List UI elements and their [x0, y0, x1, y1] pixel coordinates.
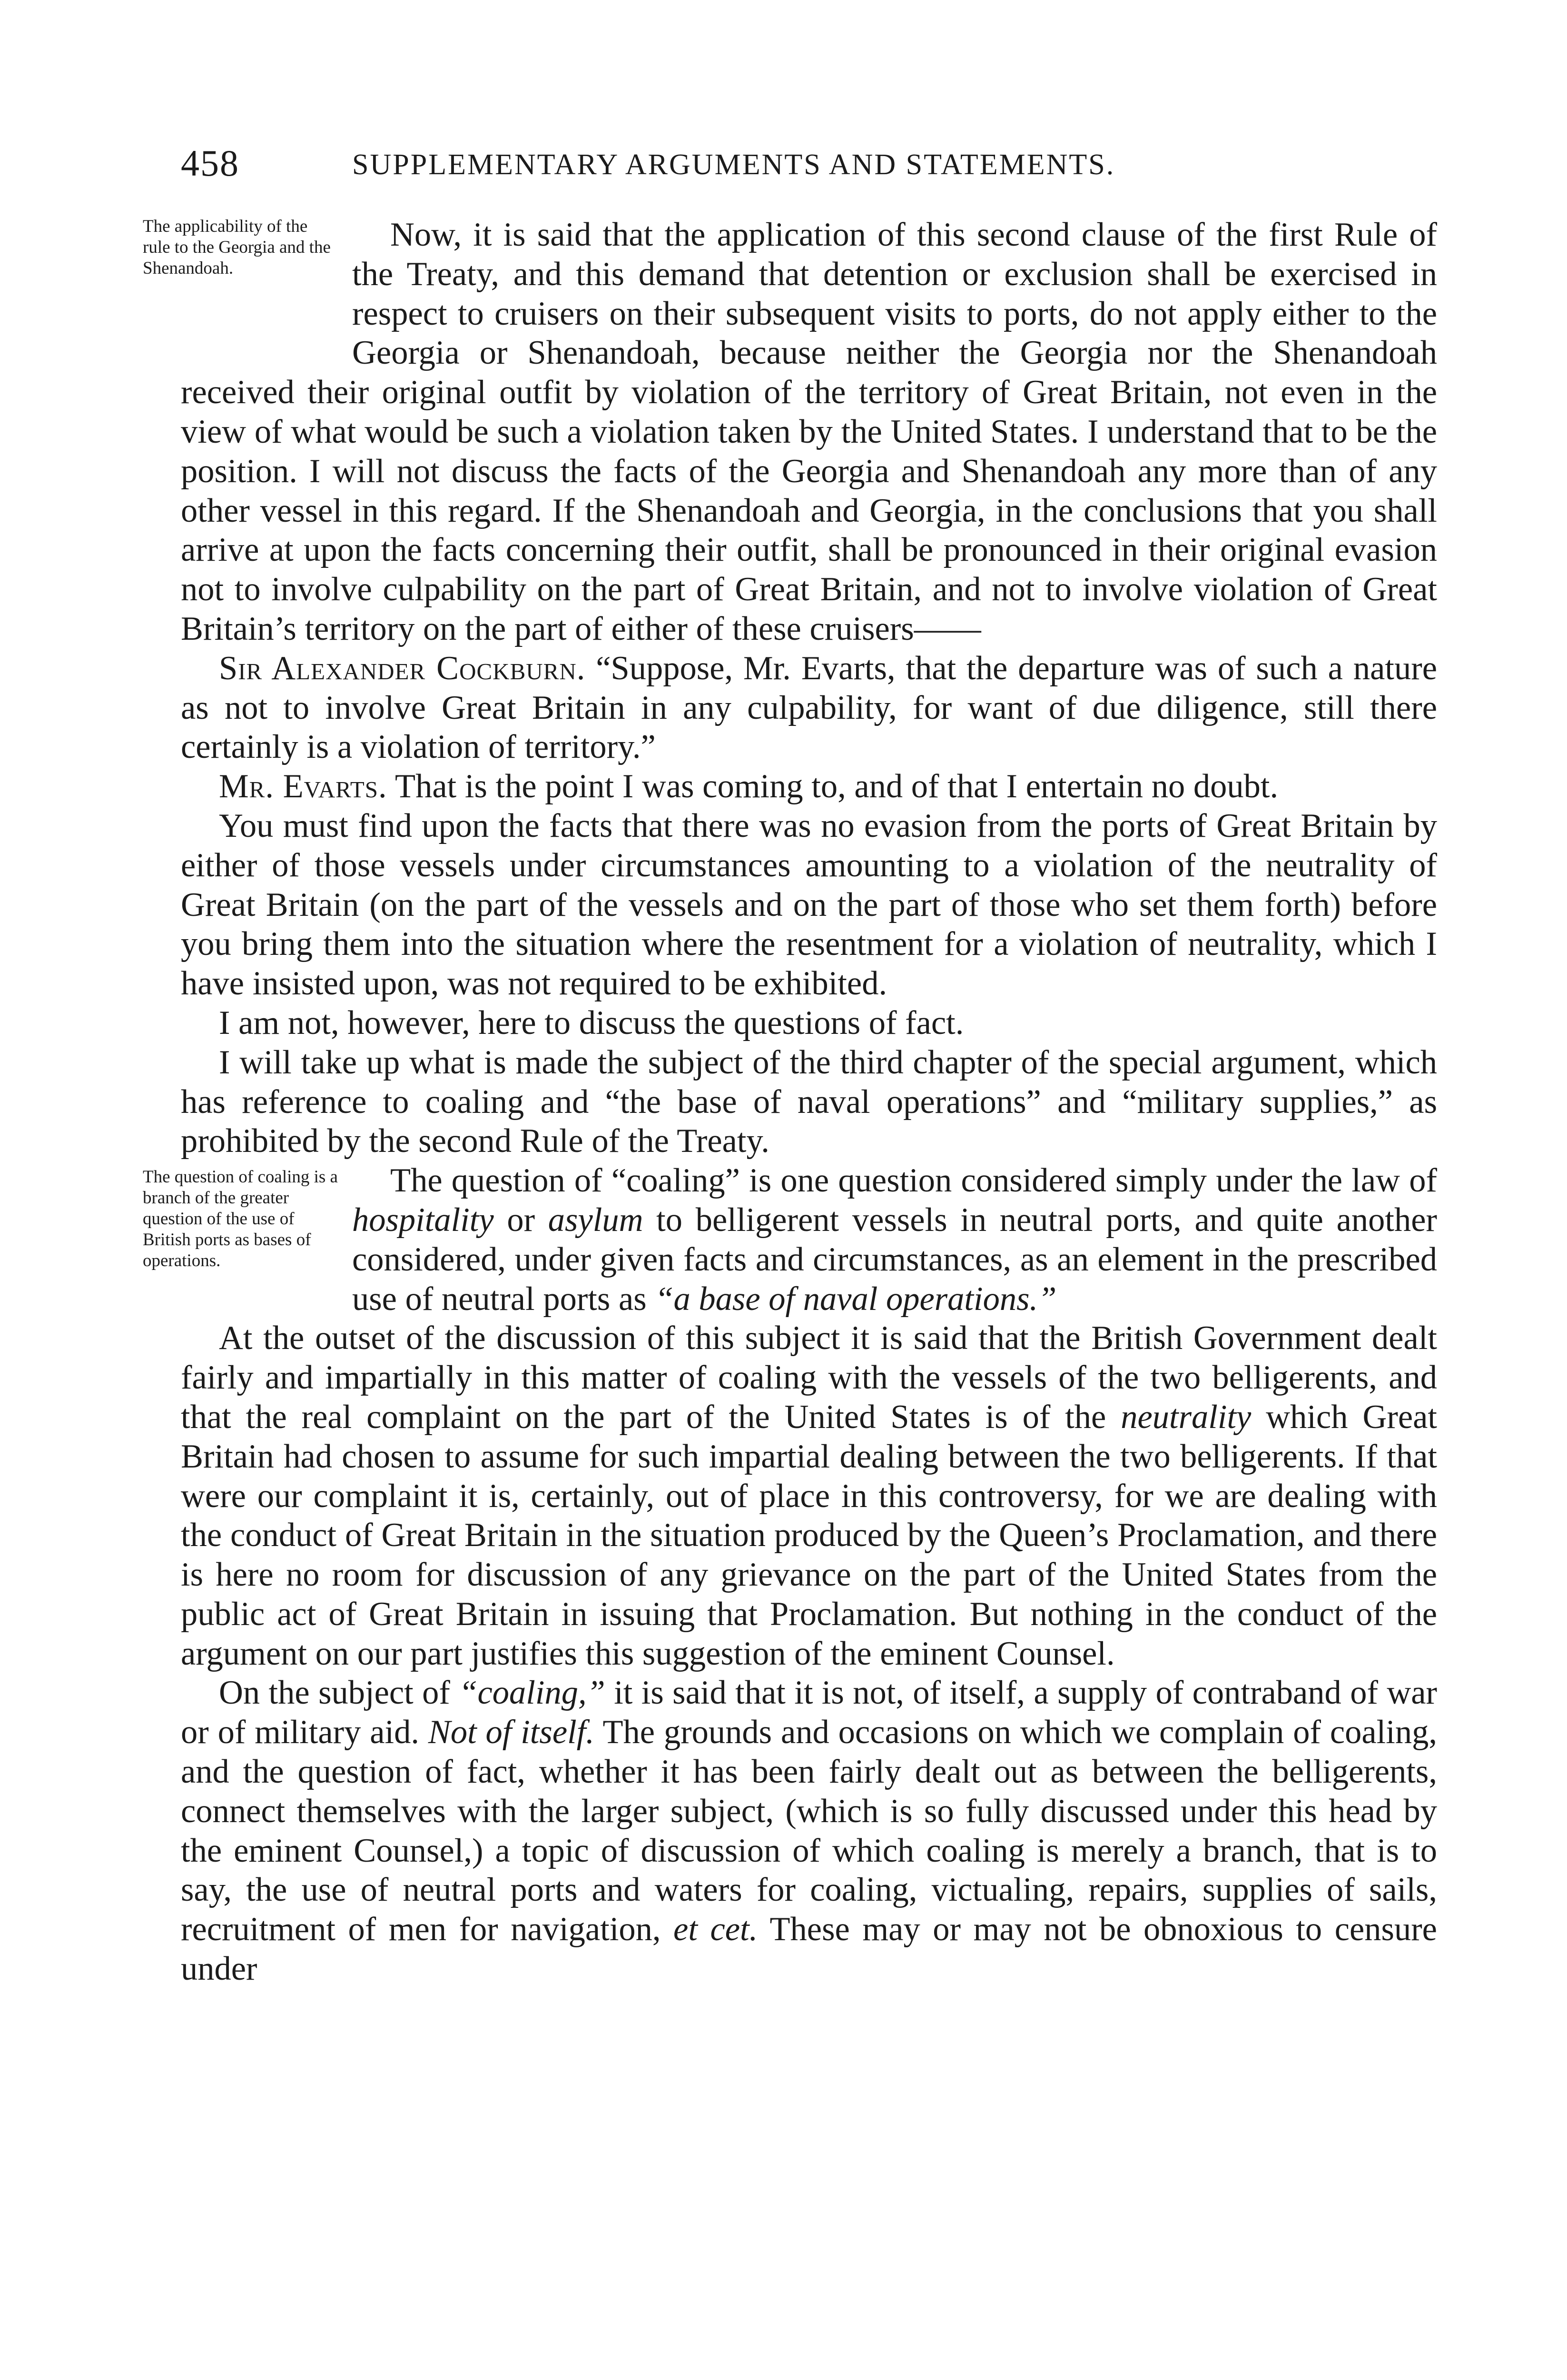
- italic-text: et cet.: [673, 1911, 758, 1948]
- paragraph-text: Now, it is said that the application of this second clause of the first Rule of the Treaty, and this demand that detention or exclusion shall be exercised in respect to cruisers on their subsequent visits to ports, do not apply either to the Georgia or Shenandoah, because neither the Georgia nor the Shenandoah received their original outfit by violation of the territory of Great Britain, not even in the view of what would be such a violation taken by the United States. I understand that to be the position. I will not discuss the facts of the Georgia and Shenandoah any more than of any other vessel in this regard. If the Shenandoah and Georgia, in the conclusions that you shall arrive at upon the facts concerning their outfit, shall be pronounced in their original evasion not to involve culpability on the part of Great Britain, and not to involve violation of Great Britain’s territory on the part of either of these cruisers——: [181, 216, 1437, 647]
- italic-text: asylum: [548, 1201, 643, 1239]
- paragraph-text: The grounds and occasions on which we complain of coaling, and the question of fact, whether it has been fairly dealt out as between the belligerents, connect themselves with the larger subject, (which is so fully discussed under this head by the eminent Counsel,) a topic of discussion of which coaling is merely a branch, that is to say, the use of neutral ports and waters for coaling, victualing, repairs, supplies of sails, recruitment of men for navigation,: [181, 1714, 1437, 1948]
- page-body: [143, 215, 1438, 1989]
- paragraph-text: it is said that it is not, of itself, a supply of contraband of war or of military aid.: [181, 1674, 1437, 1751]
- paragraph-text: I am not, however, here to discuss the questions of fact.: [219, 1004, 964, 1041]
- paragraph-text: I will take up what is made the subject of the third chapter of the special argument, which has reference to coaling and “the base of naval operations” and “military supplies,” as prohibited by the second Rule of the Treaty.: [181, 1043, 1437, 1160]
- paragraph: [181, 1043, 1437, 1161]
- running-head: SUPPLEMENTARY ARGUMENTS AND STATEMENTS.: [352, 149, 1115, 181]
- paragraph-text: to belligerent vessels in neutral ports, and quite another considered, under given facts and circumstances, as an element in the prescribed use of neutral ports as: [352, 1201, 1437, 1318]
- paragraph-text: The question of “coaling” is one question considered simply under the law of: [390, 1162, 1437, 1200]
- italic-text: Not of itself.: [428, 1714, 594, 1751]
- paragraph: [181, 1319, 1437, 1673]
- speaker-name: Mr. Evarts.: [219, 768, 387, 805]
- margin-note: The applicability of the rule to the Georgia and the Shenandoah.: [143, 217, 331, 278]
- speaker-name: Sir Alexander Cockburn.: [219, 649, 586, 687]
- italic-text: neutrality: [1121, 1398, 1252, 1436]
- paragraph-text: That is the point I was coming to, and of that I entertain no doubt.: [395, 768, 1279, 805]
- paragraph-text: or: [493, 1201, 548, 1239]
- paragraph: [181, 1673, 1437, 1988]
- paragraph-text: At the outset of the discussion of this subject it is said that the British Government dealt fairly and impartially in this matter of coaling with the vessels of the two belligerents, and that the real complaint on the part of the United States is of the: [181, 1319, 1437, 1436]
- paragraph-text: These may or may not be obnoxious to censure under: [181, 1911, 1437, 1988]
- paragraph-text: On the subject of: [219, 1674, 459, 1712]
- paragraph-text: “Suppose, Mr. Evarts, that the departure was of such a nature as not to involve Great Britain in any culpability, for want of due diligence, still there certainly is a violation of territory.”: [181, 649, 1437, 766]
- italic-text: “coaling,”: [459, 1674, 605, 1712]
- margin-note: The question of coaling is a branch of the greater question of the use of British ports as bases of operations.: [143, 1167, 338, 1271]
- italic-text: hospitality: [352, 1201, 494, 1239]
- page-header: [181, 137, 1437, 189]
- paragraph: [181, 767, 1437, 806]
- italic-text: “a base of naval operations.”: [655, 1280, 1057, 1318]
- paragraph-text: which Great Britain had chosen to assume for such impartial dealing between the two belligerents. If that were our complaint it is, certainly, out of place in this controversy, for we are dealing with the conduct of Great Britain in the situation produced by the Queen’s Proclamation, and there is here no room for discussion of any grievance on the part of the United States from the public act of Great Britain in issuing that Proclamation. But nothing in the conduct of the argument on our part justifies this suggestion of the eminent Counsel.: [181, 1398, 1438, 1672]
- paragraph: [143, 215, 1437, 649]
- page-number: 458: [181, 142, 239, 184]
- paragraph: [181, 806, 1437, 1003]
- paragraph: [181, 649, 1437, 767]
- paragraph-text: You must find upon the facts that there was no evasion from the ports of Great Britain by either of those vessels under circumstances amounting to a violation of the neutrality of Great Britain (on the part of the vessels and on the part of those who set them forth) before you bring them into the situation where the resentment for a violation of neutrality, which I have insisted upon, was not required to be exhibited.: [181, 807, 1437, 1002]
- paragraph: [143, 1161, 1437, 1319]
- paragraph: [181, 1003, 1437, 1043]
